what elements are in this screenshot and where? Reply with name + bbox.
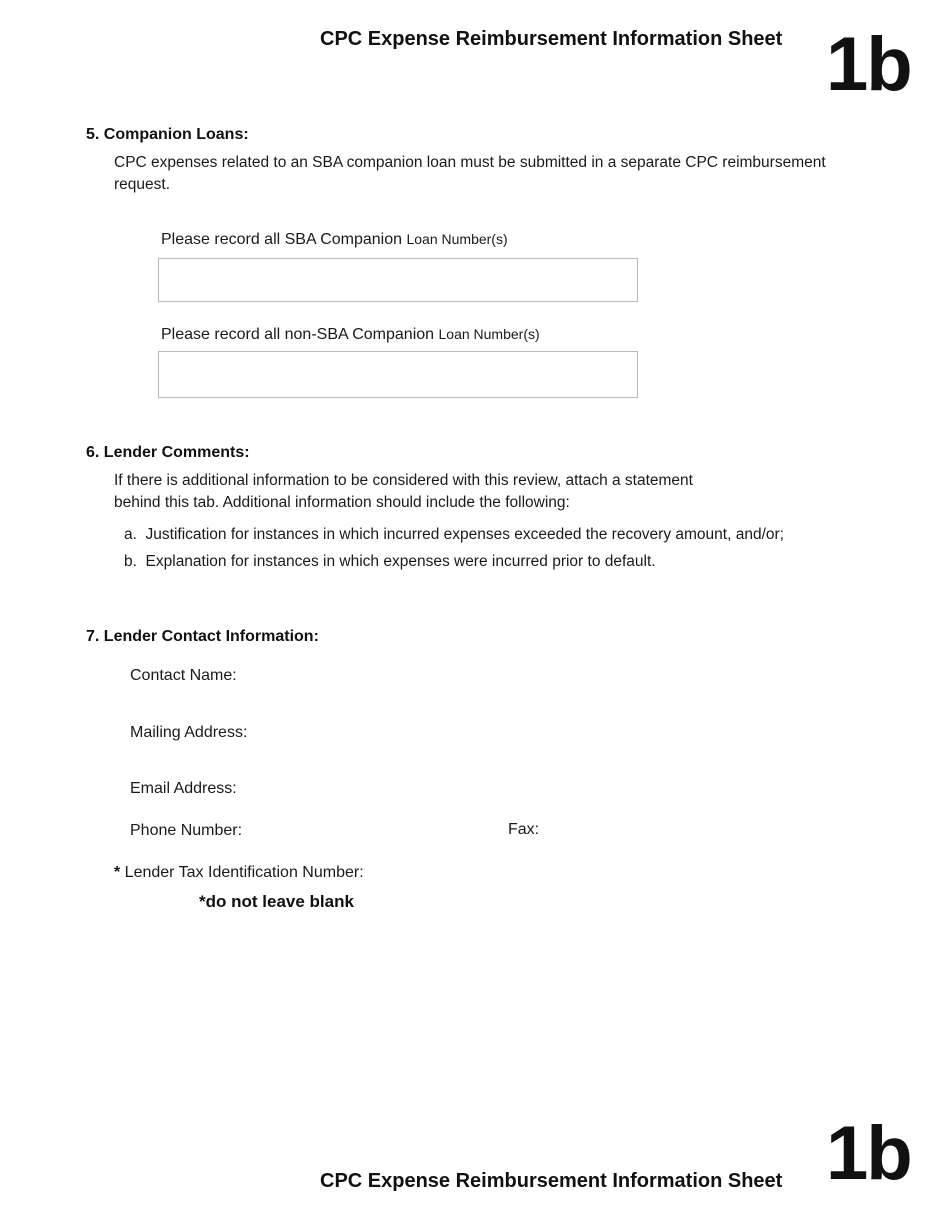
do-not-leave-blank-note: *do not leave blank	[199, 892, 354, 911]
section-6-heading: 6. Lender Comments:	[86, 444, 250, 461]
footer-title: CPC Expense Reimbursement Information Sheet	[320, 1170, 783, 1192]
section-6-list-item-b: b. Explanation for instances in which expenses were incurred prior to default.	[124, 553, 656, 570]
non-sba-loan-numbers-input[interactable]	[158, 351, 638, 398]
required-asterisk: *	[114, 864, 121, 881]
section-5-description-line-1: CPC expenses related to an SBA companion loan must be submitted in a separate CPC reimbursement	[114, 154, 826, 171]
fax-label: Fax:	[508, 821, 540, 838]
section-5-heading: 5. Companion Loans:	[86, 126, 249, 143]
tax-id-label	[114, 864, 364, 882]
non-sba-loan-numbers-label-small: Loan Number(s)	[438, 326, 540, 342]
sba-loan-numbers-label-small: Loan Number(s)	[406, 231, 508, 247]
sba-loan-numbers-label-main: Please record all SBA Companion	[161, 231, 403, 248]
email-address-label: Email Address:	[130, 780, 237, 797]
phone-number-label: Phone Number:	[130, 822, 243, 839]
section-5-description-line-2: request.	[114, 176, 171, 193]
mailing-address-label: Mailing Address:	[130, 724, 248, 741]
section-6-list-item-a: a. Justification for instances in which incurred expenses exceeded the recovery amount, and/or;	[124, 526, 784, 543]
footer-tab-number: 1b	[826, 1111, 911, 1196]
sba-loan-numbers-input[interactable]	[158, 258, 638, 302]
header-title: CPC Expense Reimbursement Information Sheet	[320, 28, 783, 50]
non-sba-loan-numbers-label-main: Please record all non-SBA Companion	[161, 326, 435, 343]
section-6-intro-line-2: behind this tab. Additional information should include the following:	[114, 494, 570, 511]
sba-loan-numbers-label	[161, 231, 508, 249]
contact-name-label: Contact Name:	[130, 667, 237, 684]
header-tab-number: 1b	[826, 22, 911, 107]
section-7-heading: 7. Lender Contact Information:	[86, 628, 319, 645]
section-6-intro-line-1: If there is additional information to be considered with this review, attach a statement	[114, 472, 693, 489]
non-sba-loan-numbers-label	[161, 326, 540, 344]
tax-id-label-text: Lender Tax Identification Number:	[120, 864, 364, 881]
